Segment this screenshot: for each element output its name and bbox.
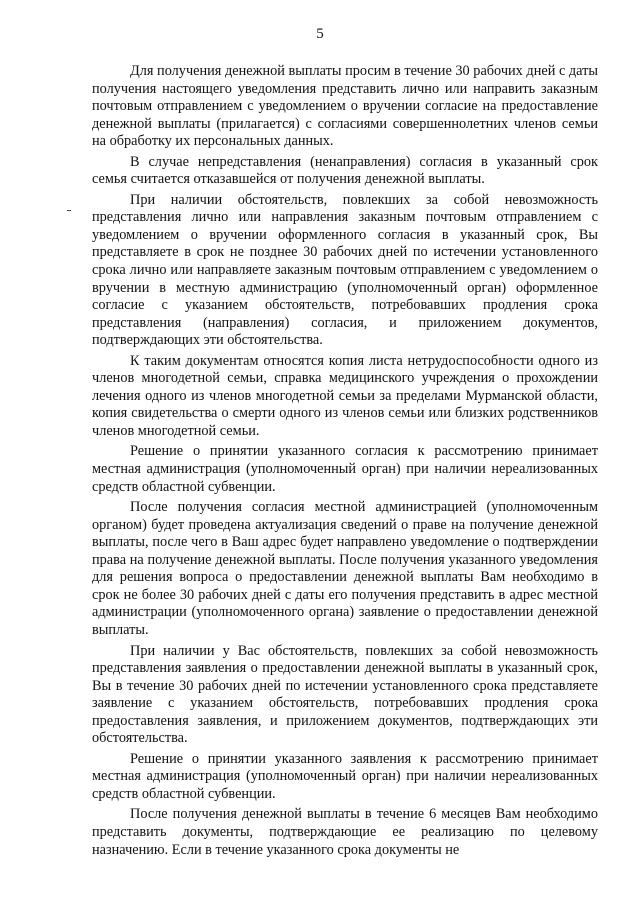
paragraph-request-consent: Для получения денежной выплаты просим в течение 30 рабочих дней с даты получения настоящего уведомления представить лично или направить заказным почтовым отправлением с уведомлением о вручении согласие на предоставление денежной выплаты (прилагается) с согласиями совершеннолетних членов семьи на обработку их персональных данных. <box>92 63 598 150</box>
paragraph-after-payment: После получения денежной выплаты в течение 6 месяцев Вам необходимо представить документы, подтверждающие ее реализацию по целевому назначению. Если в течение указанного срока документы не <box>92 806 598 858</box>
page-number: 5 <box>316 26 324 42</box>
paragraph-circumstances-consent: При наличии обстоятельств, повлекших за собой невозможность представления лично или направления заказным почтовым отправлением с уведомлением о вручении оформленного согласия в указанный срок, Вы представляете в срок не позднее 30 рабочих дней по истечении установленного срока лично или направляете заказным почтовым отправлением с уведомлением о вручении в местную администрацию (уполномоченный орган) оформленное согласие с указанием обстоятельств, потребовавших продления срока представления (направления) согласия, и приложением документов, подтверждающих эти обстоятельства. <box>92 191 598 349</box>
margin-mark <box>67 210 71 211</box>
paragraph-circumstances-application: При наличии у Вас обстоятельств, повлекших за собой невозможность представления заявления о предоставлении денежной выплаты в указанный срок, Вы в течение 30 рабочих дней по истечении установленного срока представляете заявление с указанием обстоятельств, потребовавших продления срока предоставления заявления, и приложением документов, подтверждающих эти обстоятельства. <box>92 642 598 747</box>
paragraph-after-consent: После получения согласия местной администрацией (уполномоченным органом) будет проведена актуализация сведений о праве на получение денежной выплаты, после чего в Ваш адрес будет направлено уведомление о подтверждении права на получение денежной выплаты. После получения указанного уведомления для решения вопроса о предоставлении денежной выплаты Вам необходимо в срок не более 30 рабочих дней с даты его получения представить в адрес местной администрации (уполномоченного органа) заявление о предоставлении денежной выплаты. <box>92 499 598 638</box>
paragraph-refusal: В случае непредставления (ненаправления) согласия в указанный срок семья считается отказавшейся от получения денежной выплаты. <box>92 153 598 188</box>
document-body <box>92 63 598 862</box>
paragraph-application-decision: Решение о принятии указанного заявления к рассмотрению принимает местная администрация (уполномоченный орган) при наличии нереализованных средств областной субвенции. <box>92 750 598 802</box>
paragraph-documents-list: К таким документам относятся копия листа нетрудоспособности одного из членов многодетной семьи, справка медицинского учреждения о прохождении лечения одного из членов многодетной семьи за пределами Мурманской области, копия свидетельства о смерти одного из членов семьи или близких родственников членов многодетной семьи. <box>92 352 598 439</box>
paragraph-consent-decision: Решение о принятии указанного согласия к рассмотрению принимает местная администрация (уполномоченный орган) при наличии нереализованных средств областной субвенции. <box>92 443 598 495</box>
